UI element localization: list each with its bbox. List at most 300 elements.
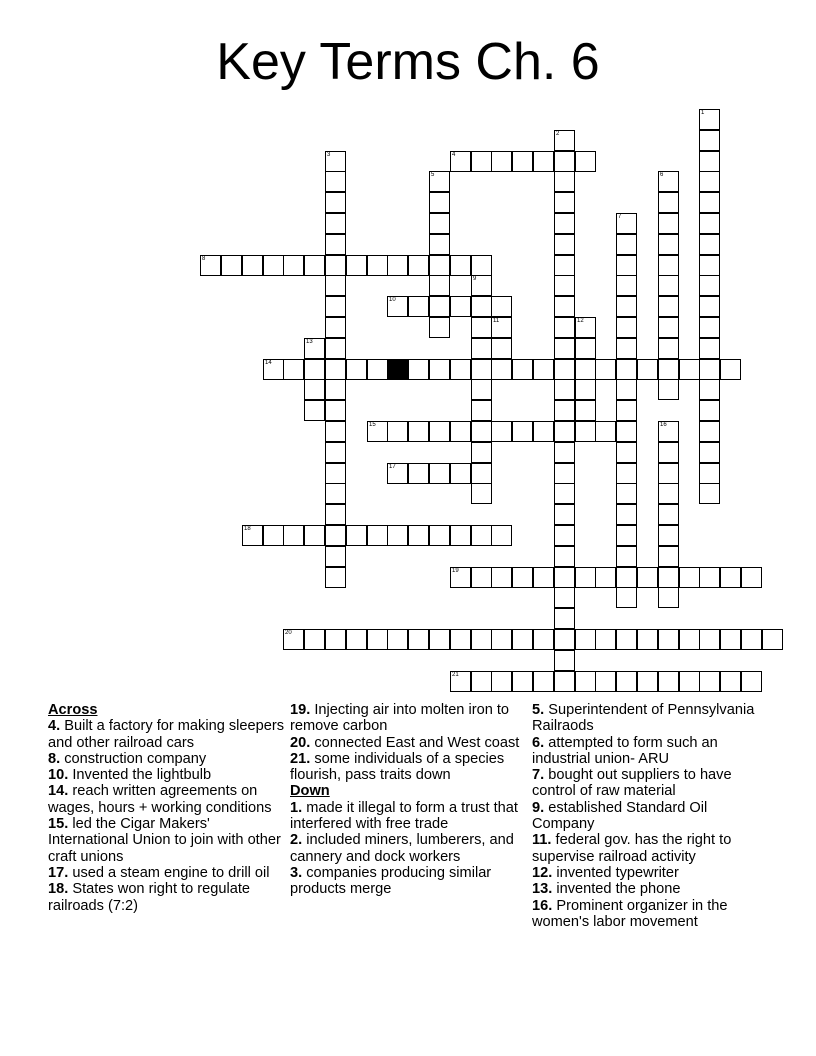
grid-cell[interactable] (679, 629, 700, 650)
grid-cell[interactable] (325, 359, 346, 380)
grid-cell[interactable] (450, 296, 471, 317)
grid-cell[interactable] (429, 629, 450, 650)
clue-text: some individuals of a species flourish, pass traits down (290, 750, 505, 784)
grid-cell[interactable] (554, 650, 575, 671)
grid-cell[interactable] (283, 629, 304, 650)
grid-cell[interactable] (471, 629, 492, 650)
grid-cell[interactable] (679, 567, 700, 588)
grid-cell[interactable] (658, 234, 679, 255)
grid-cell[interactable] (637, 567, 658, 588)
grid-cell[interactable] (325, 567, 346, 588)
grid-cell[interactable] (263, 359, 284, 380)
grid-cell[interactable] (658, 192, 679, 213)
grid-cell[interactable] (491, 151, 512, 172)
grid-cell[interactable] (471, 275, 492, 296)
clue-text: bought out suppliers to have control of raw material (532, 767, 732, 800)
grid-cell[interactable] (554, 338, 575, 359)
grid-cell[interactable] (554, 359, 575, 380)
grid-cell[interactable] (554, 255, 575, 276)
clue-number-label: 13. (532, 881, 553, 898)
grid-cell[interactable] (616, 504, 637, 525)
grid-cell[interactable] (616, 338, 637, 359)
grid-cell[interactable] (554, 171, 575, 192)
grid-cell[interactable] (304, 400, 325, 421)
clue-text: federal gov. has the right to supervise railroad activity (532, 832, 732, 865)
grid-cell[interactable] (616, 525, 637, 546)
grid-cell[interactable] (304, 359, 325, 380)
grid-cell[interactable] (699, 338, 720, 359)
grid-cell[interactable] (408, 421, 429, 442)
grid-cell[interactable] (554, 234, 575, 255)
grid-cell[interactable] (699, 379, 720, 400)
clue-number: 20 (285, 630, 292, 636)
grid-cell[interactable] (325, 525, 346, 546)
clue-text: Prominent organizer in the women's labor movement (532, 897, 728, 930)
clue-number: 12 (577, 318, 584, 324)
grid-cell[interactable] (741, 671, 762, 692)
grid-cell[interactable] (200, 255, 221, 276)
grid-cell[interactable] (512, 421, 533, 442)
grid-cell[interactable] (304, 255, 325, 276)
clue-text: attempted to form such an industrial union- ARU (532, 734, 718, 767)
grid-cell[interactable] (575, 379, 596, 400)
grid-cell[interactable] (699, 671, 720, 692)
grid-cell[interactable] (762, 629, 783, 650)
grid-cell[interactable] (387, 296, 408, 317)
grid-cell[interactable] (325, 151, 346, 172)
grid-cell[interactable] (575, 400, 596, 421)
grid-cell[interactable] (554, 296, 575, 317)
grid-cell[interactable] (699, 629, 720, 650)
grid-cell[interactable] (699, 463, 720, 484)
grid-cell[interactable] (616, 213, 637, 234)
grid-cell[interactable] (387, 255, 408, 276)
grid-cell[interactable] (554, 629, 575, 650)
grid-cell[interactable] (471, 379, 492, 400)
grid-cell[interactable] (263, 255, 284, 276)
grid-cell[interactable] (325, 442, 346, 463)
grid-cell[interactable] (658, 546, 679, 567)
grid-cell[interactable] (575, 567, 596, 588)
grid-cell[interactable] (616, 359, 637, 380)
grid-cell[interactable] (699, 255, 720, 276)
grid-cell[interactable] (221, 255, 242, 276)
down-clue-list-continued (532, 702, 772, 930)
grid-cell[interactable] (658, 483, 679, 504)
grid-cell[interactable] (616, 567, 637, 588)
grid-cell[interactable] (554, 608, 575, 629)
grid-cell[interactable] (575, 421, 596, 442)
grid-cell[interactable] (429, 192, 450, 213)
grid-cell[interactable] (512, 359, 533, 380)
grid-cell[interactable] (616, 546, 637, 567)
grid-cell[interactable] (658, 359, 679, 380)
grid-cell[interactable] (720, 671, 741, 692)
grid-cell[interactable] (471, 359, 492, 380)
grid-cell[interactable] (533, 629, 554, 650)
grid-cell[interactable] (325, 463, 346, 484)
clue-number: 17 (389, 464, 396, 470)
grid-cell[interactable] (554, 275, 575, 296)
grid-cell[interactable] (429, 525, 450, 546)
down-clue-list (290, 800, 530, 898)
grid-cell[interactable] (699, 421, 720, 442)
grid-cell[interactable] (450, 359, 471, 380)
grid-cell[interactable] (554, 213, 575, 234)
grid-cell[interactable] (616, 483, 637, 504)
grid-cell[interactable] (242, 525, 263, 546)
grid-cell[interactable] (658, 317, 679, 338)
grid-cell[interactable] (699, 442, 720, 463)
grid-cell[interactable] (720, 629, 741, 650)
clue-item (532, 800, 772, 833)
grid-cell[interactable] (304, 338, 325, 359)
clue-number: 1 (701, 110, 705, 116)
clue-number-label: 3. (290, 864, 303, 881)
clue-number-label: 14. (48, 783, 69, 800)
grid-cell[interactable] (575, 151, 596, 172)
grid-cell[interactable] (491, 317, 512, 338)
grid-cell[interactable] (491, 567, 512, 588)
grid-cell[interactable] (283, 525, 304, 546)
clue-text: companies producing similar products merge (290, 864, 492, 898)
grid-cell[interactable] (346, 255, 367, 276)
clue-number: 13 (306, 339, 313, 345)
grid-cell[interactable] (699, 130, 720, 151)
grid-cell[interactable] (554, 379, 575, 400)
grid-cell[interactable] (429, 463, 450, 484)
grid-cell[interactable] (554, 525, 575, 546)
grid-cell[interactable] (741, 629, 762, 650)
grid-cell[interactable] (471, 442, 492, 463)
grid-cell[interactable] (616, 400, 637, 421)
grid-cell[interactable] (616, 629, 637, 650)
grid-cell[interactable] (741, 567, 762, 588)
grid-cell[interactable] (512, 629, 533, 650)
grid-cell[interactable] (387, 463, 408, 484)
grid-cell[interactable] (408, 463, 429, 484)
clue-item (532, 702, 772, 735)
grid-cell[interactable] (554, 130, 575, 151)
clue-item (48, 783, 288, 816)
clue-number-label: 21. (290, 750, 311, 767)
grid-cell[interactable] (699, 151, 720, 172)
grid-cell[interactable] (699, 296, 720, 317)
clues-column-1 (48, 702, 288, 914)
grid-cell[interactable] (491, 296, 512, 317)
grid-cell[interactable] (491, 359, 512, 380)
clue-number-label: 8. (48, 750, 61, 767)
grid-cell[interactable] (595, 421, 616, 442)
grid-cell[interactable] (387, 525, 408, 546)
grid-cell[interactable] (658, 671, 679, 692)
grid-cell[interactable] (367, 525, 388, 546)
grid-cell[interactable] (616, 255, 637, 276)
grid-cell[interactable] (512, 151, 533, 172)
clue-item (290, 702, 530, 735)
grid-cell[interactable] (429, 317, 450, 338)
grid-cell[interactable] (367, 421, 388, 442)
grid-cell[interactable] (616, 296, 637, 317)
clue-item (290, 751, 530, 784)
clue-number: 5 (431, 172, 435, 178)
grid-cell[interactable] (325, 275, 346, 296)
across-clue-list-continued (290, 702, 530, 783)
grid-cell[interactable] (304, 525, 325, 546)
clue-number-label: 11. (532, 832, 552, 849)
grid-cell[interactable] (387, 629, 408, 650)
grid-cell[interactable] (554, 671, 575, 692)
grid-cell[interactable] (658, 296, 679, 317)
grid-cell[interactable] (575, 317, 596, 338)
grid-cell[interactable] (658, 587, 679, 608)
grid-cell[interactable] (616, 275, 637, 296)
grid-cell[interactable] (471, 338, 492, 359)
grid-cell[interactable] (658, 213, 679, 234)
grid-cell[interactable] (679, 359, 700, 380)
grid-cell[interactable] (616, 317, 637, 338)
grid-cell[interactable] (616, 379, 637, 400)
grid-cell[interactable] (325, 400, 346, 421)
grid-cell[interactable] (471, 317, 492, 338)
grid-cell[interactable] (471, 525, 492, 546)
grid-cell[interactable] (471, 483, 492, 504)
grid-cell[interactable] (554, 442, 575, 463)
grid-cell[interactable] (263, 525, 284, 546)
grid-cell[interactable] (720, 359, 741, 380)
grid-cell[interactable] (658, 629, 679, 650)
grid-cell[interactable] (699, 567, 720, 588)
grid-cell[interactable] (325, 629, 346, 650)
grid-cell[interactable] (637, 359, 658, 380)
grid-cell[interactable] (699, 317, 720, 338)
grid-cell[interactable] (450, 255, 471, 276)
grid-cell[interactable] (533, 421, 554, 442)
clue-number-label: 12. (532, 864, 553, 881)
clue-number-label: 17. (48, 864, 69, 881)
grid-cell[interactable] (699, 213, 720, 234)
grid-cell[interactable] (325, 171, 346, 192)
grid-cell[interactable] (346, 359, 367, 380)
grid-cell[interactable] (616, 587, 637, 608)
grid-cell[interactable] (325, 296, 346, 317)
grid-cell[interactable] (699, 400, 720, 421)
grid-cell[interactable] (491, 421, 512, 442)
clue-number-label: 2. (290, 832, 303, 849)
grid-cell[interactable] (554, 192, 575, 213)
grid-cell[interactable] (554, 587, 575, 608)
grid-cell[interactable] (325, 213, 346, 234)
clue-number-label: 16. (532, 897, 553, 914)
grid-cell[interactable] (595, 567, 616, 588)
grid-cell[interactable] (575, 671, 596, 692)
grid-cell[interactable] (450, 629, 471, 650)
grid-cell[interactable] (429, 275, 450, 296)
grid-cell[interactable] (471, 296, 492, 317)
clue-item (290, 735, 530, 751)
grid-cell[interactable] (554, 317, 575, 338)
grid-cell[interactable] (554, 483, 575, 504)
grid-cell[interactable] (616, 671, 637, 692)
grid-cell[interactable] (658, 504, 679, 525)
grid-cell[interactable] (242, 255, 263, 276)
grid-cell[interactable] (699, 171, 720, 192)
grid-cell[interactable] (325, 234, 346, 255)
grid-cell[interactable] (658, 379, 679, 400)
clue-item (532, 898, 772, 931)
grid-cell[interactable] (658, 463, 679, 484)
grid-cell[interactable] (554, 504, 575, 525)
grid-cell[interactable] (325, 317, 346, 338)
grid-cell[interactable] (575, 629, 596, 650)
clue-text: Invented the lightbulb (68, 767, 212, 784)
clue-number: 3 (327, 152, 331, 158)
grid-cell[interactable] (658, 275, 679, 296)
grid-cell[interactable] (325, 338, 346, 359)
grid-cell[interactable] (367, 255, 388, 276)
grid-cell[interactable] (658, 171, 679, 192)
grid-cell[interactable] (325, 192, 346, 213)
clue-number-label: 18. (48, 881, 69, 898)
grid-cell[interactable] (658, 421, 679, 442)
grid-cell[interactable] (595, 671, 616, 692)
grid-cell[interactable] (720, 567, 741, 588)
clue-item (532, 735, 772, 768)
grid-cell[interactable] (283, 359, 304, 380)
grid-cell[interactable] (595, 359, 616, 380)
grid-cell[interactable] (429, 171, 450, 192)
grid-cell[interactable] (575, 359, 596, 380)
clue-number-label: 9. (532, 799, 545, 816)
grid-cell[interactable] (408, 629, 429, 650)
grid-cell[interactable] (408, 296, 429, 317)
grid-cell[interactable] (325, 379, 346, 400)
grid-cell[interactable] (450, 421, 471, 442)
grid-cell[interactable] (429, 234, 450, 255)
across-clue-list (48, 718, 288, 914)
grid-cell[interactable] (554, 546, 575, 567)
grid-cell[interactable] (429, 255, 450, 276)
grid-cell[interactable] (554, 463, 575, 484)
clue-number-label: 20. (290, 734, 311, 751)
grid-cell[interactable] (450, 567, 471, 588)
grid-cell[interactable] (450, 671, 471, 692)
clue-number: 8 (202, 256, 206, 262)
grid-cell[interactable] (450, 525, 471, 546)
grid-cell[interactable] (283, 255, 304, 276)
grid-cell[interactable] (699, 192, 720, 213)
grid-cell[interactable] (408, 255, 429, 276)
grid-cell[interactable] (699, 234, 720, 255)
grid-cell[interactable] (658, 442, 679, 463)
grid-cell[interactable] (658, 255, 679, 276)
grid-cell[interactable] (429, 421, 450, 442)
grid-cell[interactable] (595, 629, 616, 650)
grid-cell[interactable] (554, 421, 575, 442)
grid-cell[interactable] (554, 567, 575, 588)
grid-cell[interactable] (491, 629, 512, 650)
grid-cell[interactable] (325, 421, 346, 442)
grid-cell[interactable] (450, 151, 471, 172)
grid-cell[interactable] (491, 525, 512, 546)
grid-cell[interactable] (699, 275, 720, 296)
grid-cell[interactable] (575, 338, 596, 359)
grid-cell[interactable] (533, 567, 554, 588)
grid-cell[interactable] (616, 234, 637, 255)
grid-cell[interactable] (637, 671, 658, 692)
grid-cell[interactable] (533, 151, 554, 172)
grid-cell[interactable] (679, 671, 700, 692)
grid-cell[interactable] (325, 483, 346, 504)
grid-cell[interactable] (429, 213, 450, 234)
grid-cell[interactable] (699, 359, 720, 380)
grid-cell[interactable] (367, 359, 388, 380)
grid-cell[interactable] (699, 109, 720, 130)
clue-text: included miners, lumberers, and cannery and dock workers (290, 832, 514, 865)
grid-cell[interactable] (471, 671, 492, 692)
grid-cell[interactable] (554, 151, 575, 172)
grid-cell[interactable] (429, 359, 450, 380)
grid-cell[interactable] (616, 421, 637, 442)
clue-text: reach written agreements on wages, hours + working conditions (48, 783, 272, 816)
grid-cell[interactable] (533, 359, 554, 380)
grid-cell[interactable] (325, 255, 346, 276)
grid-cell[interactable] (658, 567, 679, 588)
clue-item (290, 865, 530, 898)
clue-number-label: 6. (532, 734, 545, 751)
grid-cell[interactable] (554, 400, 575, 421)
grid-cell[interactable] (491, 338, 512, 359)
grid-cell[interactable] (304, 379, 325, 400)
clue-item (532, 865, 772, 881)
grid-cell[interactable] (512, 671, 533, 692)
grid-cell[interactable] (429, 296, 450, 317)
grid-cell[interactable] (471, 567, 492, 588)
clue-number: 6 (660, 172, 664, 178)
grid-cell[interactable] (450, 463, 471, 484)
grid-cell[interactable] (471, 421, 492, 442)
grid-cell[interactable] (471, 400, 492, 421)
grid-cell[interactable] (512, 567, 533, 588)
clue-item (48, 767, 288, 783)
grid-cell[interactable] (325, 546, 346, 567)
grid-cell[interactable] (658, 525, 679, 546)
grid-cell[interactable] (616, 442, 637, 463)
clue-number: 7 (618, 214, 622, 220)
grid-cell[interactable] (637, 629, 658, 650)
grid-cell[interactable] (408, 359, 429, 380)
grid-cell[interactable] (658, 338, 679, 359)
grid-cell[interactable] (471, 151, 492, 172)
grid-cell[interactable] (471, 255, 492, 276)
clue-text: construction company (60, 750, 207, 767)
grid-cell[interactable] (408, 525, 429, 546)
grid-cell[interactable] (533, 671, 554, 692)
grid-cell[interactable] (616, 463, 637, 484)
grid-cell[interactable] (699, 483, 720, 504)
grid-cell[interactable] (346, 629, 367, 650)
grid-cell[interactable] (325, 504, 346, 525)
clues-column-2 (290, 702, 530, 898)
grid-cell[interactable] (346, 525, 367, 546)
clue-number: 2 (556, 131, 560, 137)
grid-cell[interactable] (387, 421, 408, 442)
clue-number-label: 1. (290, 799, 303, 816)
grid-cell[interactable] (471, 463, 492, 484)
grid-cell[interactable] (367, 629, 388, 650)
grid-cell[interactable] (304, 629, 325, 650)
grid-cell[interactable] (491, 671, 512, 692)
